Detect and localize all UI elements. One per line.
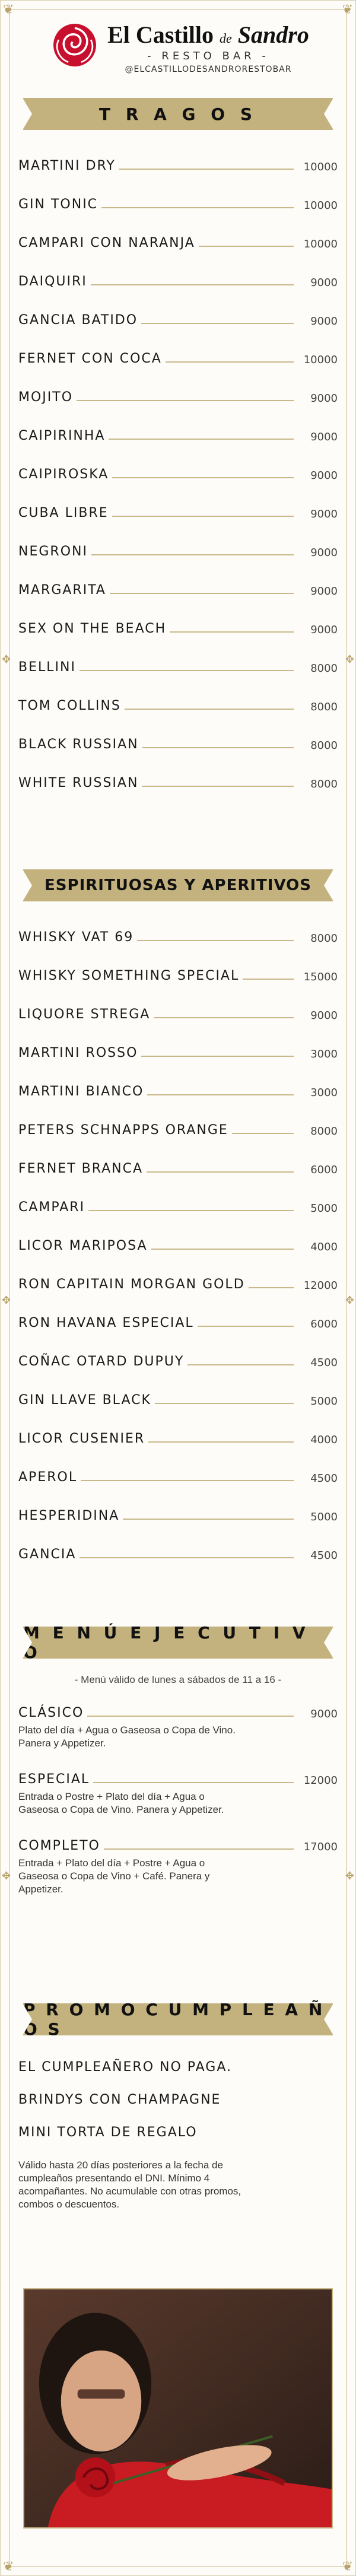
menu-item-row — [18, 259, 338, 297]
brand-title: El Castillo — [107, 21, 214, 48]
side-ornament-icon: ✥ — [2, 1870, 11, 1882]
corner-ornament-icon: ❦ — [342, 2, 353, 17]
item-price: 8000 — [310, 778, 338, 790]
menu-item-row — [18, 1454, 338, 1493]
side-ornament-icon: ✥ — [2, 653, 11, 665]
item-price: 9000 — [310, 508, 338, 520]
menu-item-row — [18, 529, 338, 567]
menu-item-row — [18, 413, 338, 452]
item-price: 5000 — [310, 1202, 338, 1215]
item-price: 6000 — [310, 1164, 338, 1176]
item-price: 4500 — [310, 1357, 338, 1369]
section-banner-promo — [23, 2000, 333, 2039]
item-name: CAIPIROSKA — [18, 467, 109, 482]
executive-menu-item — [18, 1701, 338, 1750]
item-price: 9000 — [310, 547, 338, 559]
leader-line — [187, 1364, 294, 1365]
menu-item-row — [18, 452, 338, 490]
brand-title-de: de — [220, 31, 232, 46]
leader-line — [232, 1133, 294, 1134]
item-price: 9000 — [310, 469, 338, 482]
promo-line: EL CUMPLEAÑERO NO PAGA. — [18, 2060, 233, 2075]
menu-item-row — [18, 374, 338, 413]
side-ornament-icon: ✥ — [345, 1870, 354, 1882]
menu-item-row — [18, 1030, 338, 1069]
executive-menu-item — [18, 1768, 338, 1816]
item-price: 10000 — [303, 238, 338, 250]
item-price: 4000 — [310, 1434, 338, 1446]
menu-item-row — [18, 1300, 338, 1339]
item-price: 17000 — [303, 1841, 338, 1853]
menu-item-row — [18, 1339, 338, 1377]
leader-line — [199, 246, 294, 247]
leader-line — [80, 670, 294, 671]
item-price: 15000 — [303, 971, 338, 983]
item-name: RON HAVANA ESPECIAL — [18, 1316, 194, 1330]
item-price: 10000 — [303, 199, 338, 212]
item-name: CAMPARI CON NARANJA — [18, 236, 195, 250]
promo-line: BRINDYS CON CHAMPAGNE — [18, 2092, 221, 2107]
item-name: MARTINI BIANCO — [18, 1084, 144, 1099]
menu-item-row — [18, 1184, 338, 1223]
menu-item-row — [18, 722, 338, 760]
portrait-illustration — [24, 2289, 332, 2527]
item-name: CUBA LIBRE — [18, 506, 109, 520]
leader-line — [151, 1249, 294, 1250]
espirituosas-list — [18, 914, 338, 1570]
item-description: Plato del día + Agua o Gaseosa o Copa de Vino. Panera y Appetizer. — [18, 1724, 236, 1749]
corner-ornament-icon: ❦ — [342, 2559, 353, 2574]
item-name: ESPECIAL — [18, 1772, 90, 1787]
item-name: WHISKY SOMETHING SPECIAL — [18, 968, 240, 983]
section-banner-ejecutivo — [23, 1623, 333, 1662]
item-price: 9000 — [310, 585, 338, 598]
menu-item-row — [18, 220, 338, 259]
item-price: 4000 — [310, 1241, 338, 1253]
menu-item-row — [18, 1146, 338, 1184]
section-banner-tragos — [23, 98, 333, 130]
leader-line — [147, 1094, 294, 1095]
menu-item-row — [18, 683, 338, 722]
item-name: MOJITO — [18, 390, 74, 405]
item-price: 12000 — [303, 1774, 338, 1787]
menu-item-row — [18, 297, 338, 336]
item-price: 4500 — [310, 1472, 338, 1485]
menu-item-row — [18, 1416, 338, 1454]
item-name: CLÁSICO — [18, 1705, 84, 1720]
leader-line — [155, 1403, 294, 1404]
item-price: 9000 — [310, 392, 338, 405]
leader-line — [87, 1716, 294, 1717]
item-name: MARGARITA — [18, 583, 106, 598]
ejecutivo-note: - Menú válido de lunes a sábados de 11 a 16 - — [74, 1674, 282, 1685]
item-name: LIQUORE STREGA — [18, 1007, 151, 1022]
leader-line — [93, 1782, 294, 1783]
item-name: WHISKY VAT 69 — [18, 930, 134, 945]
leader-line — [141, 323, 294, 324]
leader-line — [147, 1171, 294, 1173]
leader-line — [141, 1056, 294, 1057]
menu-item-row — [18, 1493, 338, 1532]
item-name: GIN LLAVE BLACK — [18, 1393, 151, 1408]
item-name: CAMPARI — [18, 1200, 85, 1215]
item-price: 8000 — [310, 1125, 338, 1138]
item-price: 9000 — [310, 1708, 338, 1720]
item-name: SEX ON THE BEACH — [18, 621, 167, 636]
leader-line — [166, 361, 294, 363]
instagram-handle[interactable]: @ELCASTILLODESANDRORESTOBAR — [125, 65, 292, 74]
item-description: Entrada o Postre + Plato del día + Agua o Gaseosa o Copa de Vino. Panera y Appetizer. — [18, 1791, 224, 1815]
item-name: RON CAPITAIN MORGAN GOLD — [18, 1277, 245, 1292]
leader-line — [81, 1480, 294, 1481]
section-title-espirituosas: ESPIRITUOSAS Y APERITIVOS — [44, 876, 312, 894]
item-name: FERNET BRANCA — [18, 1161, 144, 1176]
promo-note: Válido hasta 20 días posteriores a la fecha de cumpleaños presentando el DNI. Mínimo 4 acompañantes. No acumulable con otras promos, combos o descuentos. — [18, 2159, 241, 2210]
side-ornament-icon: ✥ — [2, 1294, 11, 1306]
leader-line — [243, 979, 294, 980]
leader-line — [91, 284, 294, 285]
item-price: 4500 — [310, 1549, 338, 1562]
item-name: GIN TONIC — [18, 197, 98, 212]
item-name: COÑAC OTARD DUPUY — [18, 1354, 185, 1369]
menu-item-row — [18, 1532, 338, 1570]
portrait-with-rose-image — [23, 2288, 333, 2529]
promo-line: MINI TORTA DE REGALO — [18, 2125, 198, 2140]
leader-line — [110, 593, 294, 594]
item-name: BELLINI — [18, 660, 76, 675]
leader-line — [125, 709, 294, 710]
leader-line — [88, 1210, 294, 1211]
menu-item-row — [18, 760, 338, 799]
menu-item-row — [18, 644, 338, 683]
item-price: 3000 — [310, 1048, 338, 1060]
item-name: BLACK RUSSIAN — [18, 737, 139, 752]
menu-item-row — [18, 606, 338, 644]
menu-item-row — [18, 1107, 338, 1146]
ejecutivo-list — [18, 1701, 338, 1896]
leader-line — [137, 940, 294, 941]
item-name: MARTINI ROSSO — [18, 1046, 138, 1060]
leader-line — [91, 554, 294, 555]
leader-line — [101, 207, 294, 208]
section-title-promo: P R O M O C U M P L E A Ñ O S — [23, 2000, 325, 2039]
item-price: 8000 — [310, 932, 338, 945]
item-price: 9000 — [310, 277, 338, 289]
item-name: HESPERIDINA — [18, 1508, 120, 1523]
item-price: 10000 — [303, 161, 338, 173]
item-name: NEGRONI — [18, 544, 88, 559]
item-price: 10000 — [303, 354, 338, 366]
menu-item-row — [18, 490, 338, 529]
menu-item-row — [18, 992, 338, 1030]
item-price: 9000 — [310, 431, 338, 443]
menu-item-row — [18, 143, 338, 182]
menu-item-row — [18, 953, 338, 992]
corner-ornament-icon: ❦ — [3, 2559, 14, 2574]
item-name: MARTINI DRY — [18, 158, 116, 173]
rose-logo-icon — [48, 18, 101, 72]
executive-item-row — [18, 1768, 338, 1787]
leader-line — [142, 786, 294, 787]
item-price: 5000 — [310, 1511, 338, 1523]
leader-line — [104, 1848, 294, 1850]
item-price: 9000 — [310, 624, 338, 636]
item-name: APEROL — [18, 1470, 78, 1485]
header — [1, 17, 355, 82]
item-name: GANCIA — [18, 1547, 77, 1562]
leader-line — [77, 400, 294, 401]
menu-item-row — [18, 1262, 338, 1300]
item-price: 8000 — [310, 701, 338, 713]
item-price: 8000 — [310, 739, 338, 752]
leader-line — [123, 1519, 294, 1520]
menu-item-row — [18, 1069, 338, 1107]
executive-item-row — [18, 1834, 338, 1853]
side-ornament-icon: ✥ — [345, 653, 354, 665]
brand-name — [101, 21, 315, 49]
leader-line — [109, 439, 294, 440]
menu-item-row — [18, 567, 338, 606]
tragos-list — [18, 143, 338, 799]
executive-menu-item — [18, 1834, 338, 1896]
section-banner-espirituosas — [23, 869, 333, 901]
item-name: WHITE RUSSIAN — [18, 776, 139, 790]
corner-ornament-icon: ❦ — [3, 2, 14, 17]
menu-item-row — [18, 914, 338, 953]
item-name: DAIQUIRI — [18, 274, 87, 289]
section-title-tragos: T R A G O S — [98, 104, 258, 124]
item-price: 5000 — [310, 1395, 338, 1408]
brand-subtitle: - RESTO BAR - — [147, 50, 269, 62]
item-name: GANCIA BATIDO — [18, 313, 138, 328]
leader-line — [148, 1441, 294, 1443]
leader-line — [198, 1326, 294, 1327]
ejecutivo-section — [18, 1674, 338, 1896]
leader-line — [119, 169, 294, 170]
leader-line — [170, 631, 294, 633]
item-price: 3000 — [310, 1087, 338, 1099]
leader-line — [80, 1557, 294, 1558]
menu-item-row — [18, 182, 338, 220]
item-name: LICOR CUSENIER — [18, 1431, 145, 1446]
leader-line — [112, 477, 294, 478]
item-name: COMPLETO — [18, 1838, 100, 1853]
item-price: 6000 — [310, 1318, 338, 1330]
item-name: FERNET CON COCA — [18, 351, 162, 366]
leader-line — [112, 516, 294, 517]
section-title-ejecutivo: M E N Ú E J E C U T I V O — [23, 1623, 309, 1662]
leader-line — [249, 1287, 294, 1288]
item-name: TOM COLLINS — [18, 698, 121, 713]
menu-item-row — [18, 1223, 338, 1262]
item-price: 12000 — [303, 1279, 338, 1292]
item-description: Entrada + Plato del día + Postre + Agua o Gaseosa o Copa de Vino + Café. Panera y Appetizer. — [18, 1857, 210, 1895]
item-name: PETERS SCHNAPPS ORANGE — [18, 1123, 228, 1138]
leader-line — [154, 1017, 294, 1018]
menu-item-row — [18, 1377, 338, 1416]
item-name: CAIPIRINHA — [18, 428, 106, 443]
promo-section — [18, 2042, 338, 2211]
item-price: 9000 — [310, 1009, 338, 1022]
item-price: 8000 — [310, 662, 338, 675]
brand — [101, 21, 315, 74]
executive-item-row — [18, 1701, 338, 1720]
leader-line — [142, 747, 294, 748]
brand-title-name: Sandro — [237, 21, 309, 48]
side-ornament-icon: ✥ — [345, 1294, 354, 1306]
item-price: 9000 — [310, 315, 338, 328]
item-name: LICOR MARIPOSA — [18, 1238, 148, 1253]
menu-item-row — [18, 336, 338, 374]
